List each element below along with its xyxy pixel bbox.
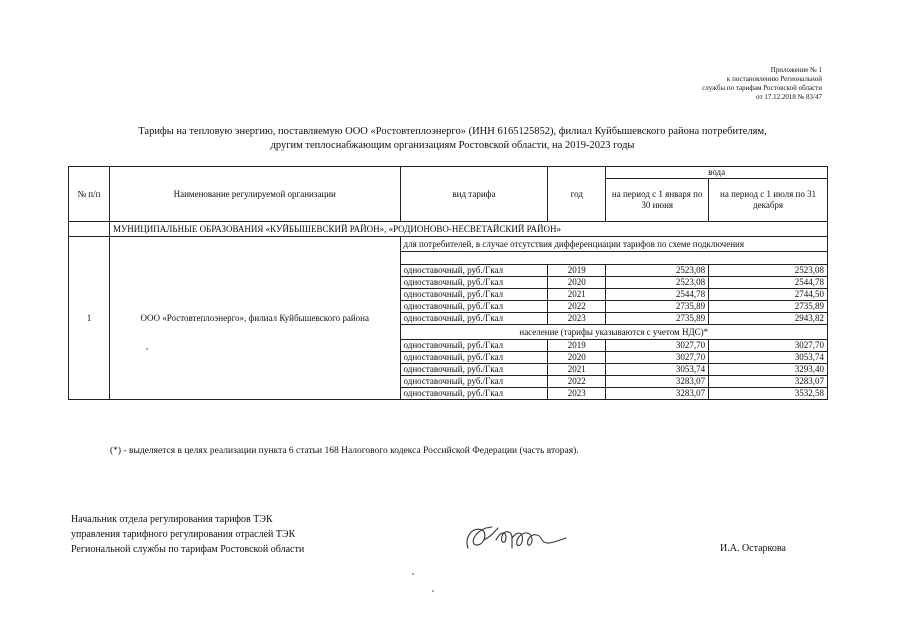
period1-value: 2523,08: [606, 277, 709, 289]
year-cell: 2019: [548, 340, 606, 352]
header-period-1: на период с 1 января по 30 июня: [606, 179, 709, 222]
period2-value: 2523,08: [709, 265, 828, 277]
tariff-type-cell: одноставочный, руб./Гкал: [400, 364, 548, 376]
tariff-type-cell: одноставочный, руб./Гкал: [400, 289, 548, 301]
section-row: [69, 222, 828, 237]
year-cell: 2021: [548, 364, 606, 376]
period1-value: 3283,07: [606, 388, 709, 400]
title-line-2: другим теплоснабжающим организациям Ростовской области, на 2019-2023 годы: [270, 140, 635, 151]
tariff-type-cell: одноставочный, руб./Гкал: [400, 340, 548, 352]
period1-value: 3283,07: [606, 376, 709, 388]
period2-value: 3532,58: [709, 388, 828, 400]
period2-value: 2943,82: [709, 313, 828, 325]
appendix-header: [622, 66, 822, 102]
header-tariff-type: вид тарифа: [400, 167, 548, 222]
position-line-1: Начальник отдела регулирования тарифов ТЭК: [71, 514, 273, 525]
period1-value: 3053,74: [606, 364, 709, 376]
year-cell: 2020: [548, 352, 606, 364]
year-cell: 2023: [548, 388, 606, 400]
header-year: год: [548, 167, 606, 222]
tariff-type-cell: одноставочный, руб./Гкал: [400, 301, 548, 313]
appendix-line-4: от 17.12.2018 № 83/47: [756, 93, 822, 101]
appendix-line-2: к постановлению Региональной: [726, 75, 822, 83]
period1-value: 3027,70: [606, 340, 709, 352]
appendix-line-1: Приложение № 1: [770, 66, 822, 74]
period1-value: 2735,89: [606, 301, 709, 313]
position-line-3: Региональной службы по тарифам Ростовской области: [71, 544, 305, 555]
signer-name: И.А. Остаркова: [720, 543, 786, 554]
handwritten-signature: [462, 518, 572, 558]
scan-artifact: [432, 590, 434, 592]
year-cell: 2021: [548, 289, 606, 301]
year-cell: 2023: [548, 313, 606, 325]
group2-title: население (тарифы указываются с учетом НДС)*: [400, 325, 827, 340]
signature-block: [71, 512, 304, 557]
organization-name: ООО «Ростовтеплоэнерго», филиал Куйбышевского района: [109, 237, 400, 400]
tariff-type-cell: одноставочный, руб./Гкал: [400, 265, 548, 277]
group1-title-row: [69, 237, 828, 252]
tariff-type-cell: одноставочный, руб./Гкал: [400, 352, 548, 364]
period2-value: 3283,07: [709, 376, 828, 388]
period1-value: 2735,89: [606, 313, 709, 325]
year-cell: 2022: [548, 301, 606, 313]
header-num: № п/п: [69, 167, 110, 222]
header-period-2: на период с 1 июля по 31 декабря: [709, 179, 828, 222]
position-line-2: управления тарифного регулирования отраслей ТЭК: [71, 529, 296, 540]
scan-artifact: [412, 573, 414, 575]
period2-value: 3027,70: [709, 340, 828, 352]
period1-value: 2523,08: [606, 265, 709, 277]
tariff-type-cell: одноставочный, руб./Гкал: [400, 376, 548, 388]
tariff-type-cell: одноставочный, руб./Гкал: [400, 277, 548, 289]
year-cell: 2020: [548, 277, 606, 289]
period1-value: 2544,78: [606, 289, 709, 301]
appendix-line-3: службы по тарифам Ростовской области: [702, 84, 822, 92]
row-number: 1: [69, 237, 110, 400]
period2-value: 2544,78: [709, 277, 828, 289]
tariff-table: [68, 166, 828, 400]
header-row: [69, 167, 828, 179]
header-org: Наименование регулируемой организации: [109, 167, 400, 222]
year-cell: 2022: [548, 376, 606, 388]
document-title: [60, 125, 845, 153]
scan-artifact: [146, 348, 148, 350]
year-cell: 2019: [548, 265, 606, 277]
period2-value: 2735,89: [709, 301, 828, 313]
header-water: вода: [606, 167, 828, 179]
period2-value: 3293,40: [709, 364, 828, 376]
tariff-type-cell: одноставочный, руб./Гкал: [400, 388, 548, 400]
period1-value: 3027,70: [606, 352, 709, 364]
period2-value: 3053,74: [709, 352, 828, 364]
title-line-1: Тарифы на тепловую энергию, поставляемую ООО «Ростовтеплоэнерго» (ИНН 6165125852), филиал Куйбышевского района потребителям,: [138, 126, 767, 137]
period2-value: 2744,50: [709, 289, 828, 301]
footnote: (*) - выделяется в целях реализации пункта 6 статьи 168 Налогового кодекса Российской Федерации (часть вторая).: [110, 446, 579, 456]
group1-title: для потребителей, в случае отсутствия дифференциации тарифов по схеме подключения: [400, 237, 827, 252]
section-title: МУНИЦИПАЛЬНЫЕ ОБРАЗОВАНИЯ «КУЙБЫШЕВСКИЙ РАЙОН», «РОДИОНОВО-НЕСВЕТАЙСКИЙ РАЙОН»: [109, 222, 827, 237]
tariff-type-cell: одноставочный, руб./Гкал: [400, 313, 548, 325]
